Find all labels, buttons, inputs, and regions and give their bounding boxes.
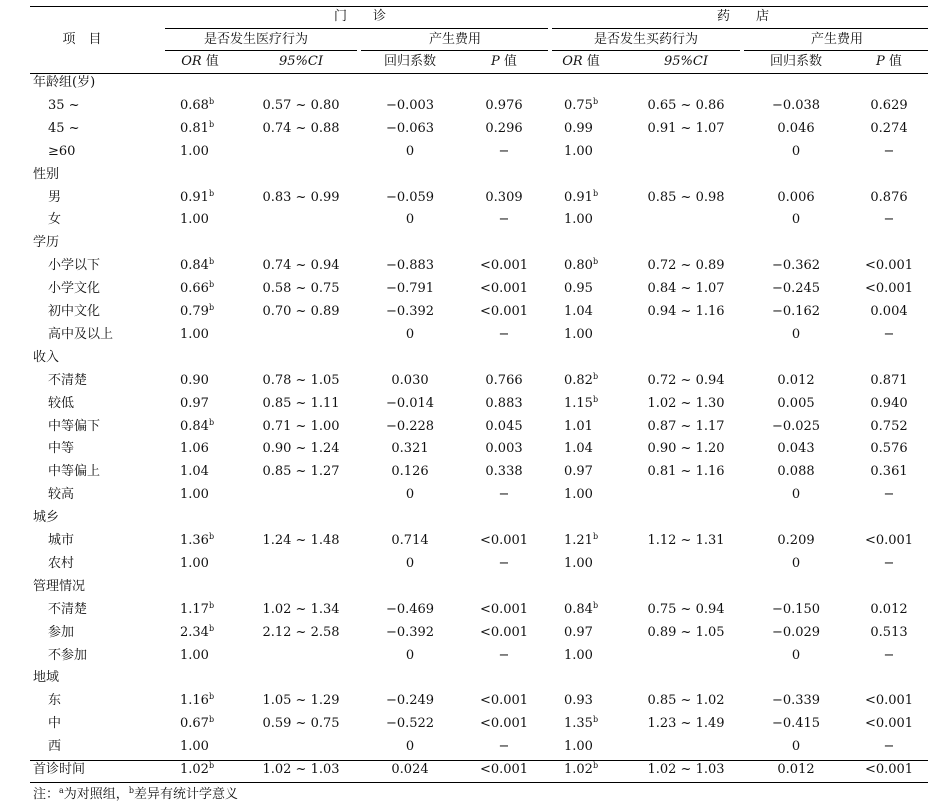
outpatient-coef-value: 0.714 [391,533,429,548]
outpatient-coef-value: −0.522 [385,716,435,732]
pharmacy-coef-value: −0.362 [771,258,821,274]
table-note: 注：$^a$为对照组，$^b$差异有统计学意义 [33,786,238,802]
significance-mark: b [592,715,599,725]
header-outpatient-cost: 产生费用 [428,32,482,47]
outpatient-ci-value: 1.02 ~ 1.03 [262,762,340,777]
pharmacy-or-value: 1.01 [564,418,593,434]
pharmacy-or-value: 0.99 [564,120,593,136]
pharmacy-p-value: 0.752 [870,418,908,434]
row-label: 东 [48,693,62,709]
pharmacy-p-value: 0.012 [870,601,908,617]
col-pharmacy-or: OR 值 [562,54,600,69]
outpatient-ci-value: 0.74 ~ 0.94 [262,258,340,274]
significance-mark: b [208,96,215,106]
row-label: 农村 [48,555,75,571]
row-label: 首诊时间 [33,762,86,777]
group-label: 性别 [33,166,60,182]
pharmacy-or-value: 1.02$^b$ [564,761,599,777]
outpatient-p-value: 0.309 [485,189,523,205]
outpatient-or-value: 1.00 [180,143,209,159]
pharmacy-p-value: − [883,326,895,342]
outpatient-p-value: 0.296 [485,120,523,136]
outpatient-ci-value: 0.70 ~ 0.89 [262,304,340,319]
pharmacy-ci-value: 0.94 ~ 1.16 [647,304,725,319]
outpatient-or-value: 2.34$^b$ [180,623,215,640]
significance-mark: b [592,257,599,267]
pharmacy-p-value: 0.274 [870,120,908,136]
pharmacy-p-value: 0.513 [870,624,908,640]
outpatient-ci-value: 1.02 ~ 1.34 [262,601,340,617]
row-label: 35 ~ [48,97,80,113]
significance-mark: b [592,188,599,198]
pharmacy-or-value: 0.93 [564,693,593,709]
outpatient-or-value: 0.79$^b$ [180,303,215,319]
outpatient-or-value: 0.97 [180,395,209,411]
row-label: 初中文化 [48,304,101,319]
outpatient-p-value: 0.003 [485,441,523,457]
significance-mark: b [592,96,599,106]
outpatient-p-value: <0.001 [479,762,529,777]
outpatient-p-value: − [498,647,510,663]
col-outpatient-or: OR 值 [181,54,219,69]
outpatient-or-value: 0.84$^b$ [180,257,215,274]
pharmacy-coef-value: −0.245 [771,281,821,297]
outpatient-coef-value: 0.030 [391,372,429,388]
outpatient-p-value: − [498,487,510,503]
outpatient-or-value: 1.00 [180,555,209,571]
pharmacy-p-value: <0.001 [864,693,914,709]
pharmacy-p-value: − [883,212,895,228]
outpatient-coef-value: 0 [405,647,415,663]
outpatient-p-value: 0.338 [485,464,523,480]
outpatient-coef-value: −0.059 [385,189,435,205]
significance-mark: b [208,257,215,267]
significance-mark: b [208,761,215,770]
outpatient-coef-value: −0.392 [385,624,435,640]
pharmacy-or-value: 1.00 [564,739,593,755]
significance-mark: b [208,532,215,541]
header-item: 项 目 [62,32,102,47]
outpatient-ci-value: 2.12 ~ 2.58 [262,624,340,640]
significance-mark: b [592,394,599,404]
outpatient-ci-value: 1.05 ~ 1.29 [262,693,340,709]
outpatient-p-value: 0.976 [485,97,523,113]
table-top-rule [30,6,928,7]
row-label: 小学以下 [48,258,101,274]
outpatient-p-value: − [498,143,510,159]
outpatient-coef-value: −0.791 [385,281,435,297]
pharmacy-ci-value: 0.65 ~ 0.86 [647,97,725,113]
pharmacy-p-value: 0.629 [870,97,908,113]
pharmacy-coef-value: 0.006 [777,189,815,205]
outpatient-coef-value: 0 [405,212,415,228]
outpatient-p-value: 0.045 [485,418,523,434]
outpatient-p-value: <0.001 [479,304,529,319]
pharmacy-or-value: 1.35$^b$ [564,715,599,732]
outpatient-p-value: <0.001 [479,716,529,732]
med-behavior-rule [165,50,357,51]
significance-mark: b [208,715,215,725]
group-label: 管理情况 [33,578,86,594]
pharmacy-p-value: 0.940 [870,395,908,411]
pharmacy-ci-value: 1.02 ~ 1.30 [647,395,725,411]
row-label: 中等偏上 [48,464,101,480]
group-label: 城乡 [33,510,60,526]
outpatient-or-value: 0.66$^b$ [180,280,215,297]
outpatient-ci-value: 0.71 ~ 1.00 [262,418,340,434]
buy-behavior-rule [552,50,740,51]
pharmacy-ci-value: 0.72 ~ 0.89 [647,258,725,274]
pharmacy-coef-value: 0.209 [777,533,815,548]
outpatient-span-rule [165,28,548,29]
row-label: 不清楚 [48,372,88,388]
outpatient-coef-value: 0.126 [391,464,429,480]
outpatient-coef-value: −0.883 [385,258,435,274]
pharmacy-ci-value: 0.87 ~ 1.17 [647,418,725,434]
header-med-behavior: 是否发生医疗行为 [203,32,309,47]
col-pharmacy-p: P 值 [876,54,902,69]
pharmacy-ci-value: 0.85 ~ 1.02 [647,693,725,709]
significance-mark: b [208,303,215,312]
pharmacy-coef-value: 0.005 [777,395,815,411]
outpatient-p-value: <0.001 [479,601,529,617]
header-pharmacy: 药 店 [716,9,770,24]
outpatient-cost-rule [361,50,548,51]
col-outpatient-p: P 值 [491,54,517,69]
pharmacy-p-value: 0.876 [870,189,908,205]
pharmacy-ci-value: 0.81 ~ 1.16 [647,464,725,480]
pharmacy-coef-value: −0.162 [771,304,821,319]
header-buy-behavior: 是否发生买药行为 [593,32,699,47]
row-label: 西 [48,739,62,755]
pharmacy-p-value: − [883,739,895,755]
col-pharmacy-coef: 回归系数 [769,54,823,69]
col-outpatient-ci: 95%CI [279,54,323,69]
significance-mark: b [208,623,215,633]
outpatient-or-value: 1.16$^b$ [180,692,215,709]
row-label: 男 [48,189,62,205]
pharmacy-coef-value: 0 [791,739,801,755]
pharmacy-ci-value: 0.84 ~ 1.07 [647,281,725,297]
pharmacy-coef-value: 0.088 [777,464,815,480]
pharmacy-p-value: − [883,555,895,571]
pharmacy-coef-value: 0 [791,212,801,228]
pharmacy-ci-value: 1.02 ~ 1.03 [647,762,725,777]
row-label: 不参加 [48,647,88,663]
pharmacy-span-rule [552,28,928,29]
outpatient-ci-value: 0.59 ~ 0.75 [262,716,340,732]
pharmacy-p-value: 0.004 [870,304,908,319]
pharmacy-ci-value: 0.89 ~ 1.05 [647,624,725,640]
outpatient-ci-value: 1.24 ~ 1.48 [262,533,340,548]
outpatient-or-value: 1.04 [180,464,209,480]
pharmacy-ci-value: 0.72 ~ 0.94 [647,372,725,388]
outpatient-p-value: − [498,326,510,342]
pharmacy-coef-value: 0 [791,647,801,663]
significance-mark: b [208,692,215,702]
pharmacy-p-value: 0.576 [870,441,908,457]
outpatient-or-value: 1.02$^b$ [180,761,215,777]
row-label: 小学文化 [48,281,101,297]
outpatient-coef-value: 0 [405,143,415,159]
pharmacy-or-value: 0.91$^b$ [564,188,599,205]
outpatient-or-value: 0.84$^b$ [180,417,215,434]
outpatient-p-value: <0.001 [479,693,529,709]
outpatient-p-value: <0.001 [479,624,529,640]
pharmacy-cost-rule [744,50,928,51]
group-label: 地域 [33,670,60,686]
pharmacy-coef-value: 0.043 [777,441,815,457]
pharmacy-or-value: 0.75$^b$ [564,96,599,113]
pharmacy-or-value: 1.15$^b$ [564,394,599,411]
significance-mark: b [208,280,215,290]
pharmacy-p-value: − [883,647,895,663]
row-label: 中等 [48,441,75,457]
outpatient-or-value: 1.00 [180,212,209,228]
outpatient-or-value: 1.06 [180,441,209,457]
outpatient-p-value: <0.001 [479,281,529,297]
outpatient-p-value: 0.883 [485,395,523,411]
outpatient-ci-value: 0.74 ~ 0.88 [262,120,340,136]
outpatient-p-value: 0.766 [485,372,523,388]
outpatient-ci-value: 0.57 ~ 0.80 [262,97,340,113]
outpatient-or-value: 0.81$^b$ [180,119,215,136]
significance-mark: b [592,600,599,610]
header-outpatient: 门 诊 [333,9,387,24]
pharmacy-or-value: 1.00 [564,326,593,342]
group-label: 年龄组(岁) [33,75,96,90]
header-bottom-rule [30,73,928,74]
outpatient-ci-value: 0.58 ~ 0.75 [262,281,340,297]
pharmacy-or-value: 1.00 [564,212,593,228]
row-label: 女 [48,212,62,228]
outpatient-coef-value: −0.469 [385,601,435,617]
outpatient-ci-value: 0.78 ~ 1.05 [262,372,340,388]
pharmacy-ci-value: 0.85 ~ 0.98 [647,189,725,205]
row-label: 较低 [48,395,75,411]
group-label: 学历 [33,235,60,251]
outpatient-ci-value: 0.85 ~ 1.27 [262,464,340,480]
pharmacy-or-value: 1.00 [564,555,593,571]
row-label: 不清楚 [48,601,88,617]
outpatient-coef-value: 0 [405,555,415,571]
pharmacy-or-value: 0.97 [564,464,593,480]
pharmacy-or-value: 1.21$^b$ [564,532,599,548]
pharmacy-p-value: <0.001 [864,533,914,548]
header-pharmacy-cost: 产生费用 [810,32,864,47]
pharmacy-or-value: 0.80$^b$ [564,257,599,274]
outpatient-coef-value: 0.321 [391,441,429,457]
row-separator-rule [30,760,928,761]
significance-mark: b [208,188,215,198]
pharmacy-p-value: 0.871 [870,372,908,388]
outpatient-or-value: 1.17$^b$ [180,600,215,617]
table-bottom-rule [30,782,928,783]
row-label: 参加 [48,624,75,640]
outpatient-ci-value: 0.83 ~ 0.99 [262,189,340,205]
row-label: ≥60 [48,143,76,159]
pharmacy-coef-value: −0.029 [771,624,821,640]
outpatient-ci-value: 0.85 ~ 1.11 [262,395,340,411]
pharmacy-coef-value: −0.415 [771,716,821,732]
outpatient-coef-value: −0.003 [385,97,435,113]
row-label: 较高 [48,487,75,503]
pharmacy-coef-value: 0 [791,487,801,503]
outpatient-coef-value: 0 [405,739,415,755]
pharmacy-p-value: <0.001 [864,716,914,732]
pharmacy-coef-value: −0.038 [771,97,821,113]
outpatient-coef-value: −0.228 [385,418,435,434]
outpatient-coef-value: 0 [405,326,415,342]
outpatient-or-value: 1.00 [180,647,209,663]
pharmacy-coef-value: 0.012 [777,372,815,388]
pharmacy-coef-value: −0.150 [771,601,821,617]
outpatient-coef-value: −0.392 [385,304,435,319]
outpatient-p-value: <0.001 [479,258,529,274]
pharmacy-coef-value: 0.046 [777,120,815,136]
row-label: 中等偏下 [48,418,101,434]
significance-mark: b [592,761,599,770]
outpatient-or-value: 1.36$^b$ [180,532,215,548]
pharmacy-coef-value: 0 [791,326,801,342]
pharmacy-or-value: 0.82$^b$ [564,371,599,388]
row-label: 城市 [48,533,75,548]
outpatient-or-value: 1.00 [180,326,209,342]
outpatient-or-value: 0.68$^b$ [180,96,215,113]
pharmacy-coef-value: 0 [791,555,801,571]
col-pharmacy-ci: 95%CI [664,54,708,69]
pharmacy-coef-value: −0.339 [771,693,821,709]
outpatient-p-value: − [498,555,510,571]
row-label: 高中及以上 [48,326,114,342]
pharmacy-p-value: <0.001 [864,281,914,297]
pharmacy-coef-value: 0 [791,143,801,159]
row-label: 中 [48,716,62,732]
outpatient-or-value: 1.00 [180,739,209,755]
pharmacy-or-value: 1.00 [564,143,593,159]
outpatient-coef-value: −0.063 [385,120,435,136]
pharmacy-or-value: 0.97 [564,624,593,640]
pharmacy-or-value: 1.04 [564,304,593,319]
outpatient-or-value: 0.91$^b$ [180,188,215,205]
pharmacy-p-value: <0.001 [864,258,914,274]
pharmacy-ci-value: 0.90 ~ 1.20 [647,441,725,457]
pharmacy-ci-value: 1.23 ~ 1.49 [647,716,725,732]
outpatient-coef-value: 0 [405,487,415,503]
outpatient-p-value: <0.001 [479,533,529,548]
col-outpatient-coef: 回归系数 [383,54,437,69]
pharmacy-p-value: <0.001 [864,762,914,777]
significance-mark: b [208,119,215,129]
outpatient-p-value: − [498,739,510,755]
pharmacy-p-value: − [883,487,895,503]
outpatient-p-value: − [498,212,510,228]
outpatient-ci-value: 0.90 ~ 1.24 [262,441,340,457]
pharmacy-p-value: − [883,143,895,159]
group-label: 收入 [33,349,60,365]
pharmacy-ci-value: 1.12 ~ 1.31 [647,533,725,548]
pharmacy-coef-value: 0.012 [777,762,815,777]
pharmacy-or-value: 1.00 [564,647,593,663]
pharmacy-or-value: 0.95 [564,281,593,297]
outpatient-or-value: 0.67$^b$ [180,715,215,732]
row-label: 45 ~ [48,120,80,136]
pharmacy-p-value: 0.361 [870,464,908,480]
pharmacy-or-value: 0.84$^b$ [564,600,599,617]
outpatient-coef-value: −0.014 [385,395,435,411]
outpatient-coef-value: 0.024 [391,762,429,777]
pharmacy-ci-value: 0.75 ~ 0.94 [647,601,725,617]
pharmacy-coef-value: −0.025 [771,418,821,434]
significance-mark: b [592,371,599,381]
pharmacy-or-value: 1.00 [564,487,593,503]
outpatient-or-value: 0.90 [180,372,209,388]
significance-mark: b [592,532,599,541]
pharmacy-ci-value: 0.91 ~ 1.07 [647,120,725,136]
outpatient-or-value: 1.00 [180,487,209,503]
pharmacy-or-value: 1.04 [564,441,593,457]
outpatient-coef-value: −0.249 [385,693,435,709]
significance-mark: b [208,600,215,610]
significance-mark: b [208,417,215,427]
